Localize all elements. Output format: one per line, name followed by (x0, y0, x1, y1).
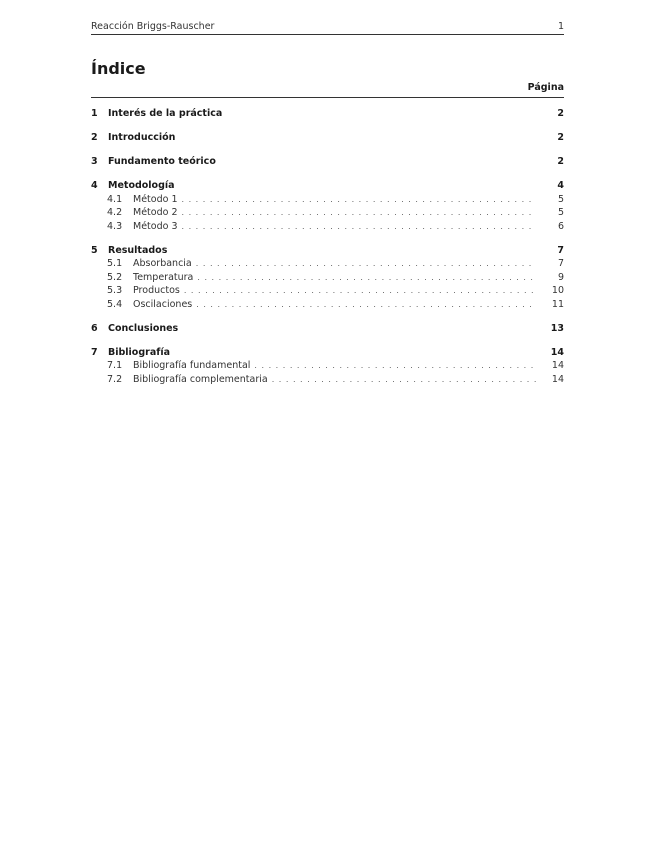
toc-entry-subsection-5-3[interactable] (91, 285, 564, 299)
subsection-number: 5.2 (107, 271, 123, 283)
section-title: Metodología (108, 180, 175, 191)
toc-entry-section-1[interactable] (91, 108, 564, 122)
toc-entry-section-4[interactable] (91, 180, 564, 194)
toc-entry-subsection-4-1[interactable] (91, 194, 564, 208)
toc-entry-subsection-4-2[interactable] (91, 207, 564, 221)
page-number: 1 (557, 21, 564, 32)
section-title: Resultados (108, 244, 168, 256)
subsection-title: Absorbancia (133, 258, 192, 269)
subsection-title: Método 3 (133, 220, 178, 232)
section-number: 1 (91, 108, 98, 119)
page-column-label: Página (527, 82, 564, 93)
section-number: 6 (91, 322, 98, 334)
subsection-title: Oscilaciones (133, 298, 193, 310)
subsection-page: 14 (551, 360, 564, 371)
subsection-page: 5 (557, 193, 564, 205)
toc-heading: Índice (91, 59, 146, 78)
section-title: Introducción (108, 132, 176, 143)
section-number: 7 (91, 346, 98, 358)
section-number: 4 (91, 180, 98, 191)
subsection-page: 7 (557, 258, 564, 269)
section-page: 13 (550, 322, 564, 334)
toc-section (91, 108, 564, 122)
subsection-title: Método 2 (133, 207, 178, 218)
toc-section (91, 180, 564, 234)
section-page: 2 (557, 108, 564, 119)
section-number: 5 (91, 244, 98, 256)
section-page: 2 (557, 156, 564, 167)
dot-leader (197, 273, 536, 282)
subsection-number: 4.2 (107, 207, 123, 218)
toc-entry-section-2[interactable] (91, 132, 564, 146)
subsection-number: 7.1 (107, 360, 123, 371)
dot-leader (254, 361, 536, 370)
toc-entry-section-3[interactable] (91, 156, 564, 170)
section-page: 4 (557, 180, 564, 191)
subsection-page: 6 (557, 220, 564, 232)
section-title: Bibliografía (108, 346, 171, 358)
subsection-number: 4.3 (107, 220, 123, 232)
section-title: Fundamento teórico (108, 156, 216, 167)
dot-leader (182, 195, 537, 204)
table-of-contents (91, 108, 564, 398)
toc-entry-subsection-5-2[interactable] (91, 272, 564, 286)
subsection-title: Bibliografía complementaria (133, 373, 268, 385)
toc-entry-subsection-7-1[interactable] (91, 360, 564, 374)
subsection-title: Productos (133, 285, 180, 296)
dot-leader (182, 222, 537, 231)
subsection-title: Método 1 (133, 193, 178, 205)
toc-section (91, 156, 564, 170)
running-header (91, 20, 564, 35)
dot-leader (196, 259, 536, 268)
dot-leader (182, 208, 537, 217)
subsection-number: 5.1 (107, 258, 123, 269)
subsection-number: 4.1 (107, 193, 123, 205)
section-title: Interés de la práctica (108, 108, 223, 119)
toc-section (91, 245, 564, 313)
section-title: Conclusiones (108, 322, 179, 334)
toc-section (91, 132, 564, 146)
subsection-title: Bibliografía fundamental (133, 360, 251, 371)
toc-entry-subsection-5-4[interactable] (91, 299, 564, 313)
dot-leader (184, 286, 536, 295)
dot-leader (196, 300, 536, 309)
section-number: 2 (91, 132, 98, 143)
toc-rule (91, 97, 564, 98)
subsection-title: Temperatura (133, 271, 194, 283)
subsection-number: 5.4 (107, 298, 123, 310)
section-page: 14 (550, 346, 564, 358)
toc-entry-subsection-7-2[interactable] (91, 374, 564, 388)
subsection-page: 10 (551, 285, 564, 296)
section-page: 7 (557, 244, 564, 256)
toc-entry-subsection-4-3[interactable] (91, 221, 564, 235)
dot-leader (272, 375, 536, 384)
toc-entry-section-5[interactable] (91, 245, 564, 259)
toc-section (91, 347, 564, 388)
section-page: 2 (557, 132, 564, 143)
toc-entry-subsection-5-1[interactable] (91, 258, 564, 272)
subsection-page: 9 (557, 271, 564, 283)
subsection-number: 7.2 (107, 373, 123, 385)
subsection-page: 14 (551, 373, 564, 385)
toc-entry-section-6[interactable] (91, 323, 564, 337)
subsection-number: 5.3 (107, 285, 123, 296)
section-number: 3 (91, 156, 98, 167)
toc-entry-section-7[interactable] (91, 347, 564, 361)
subsection-page: 5 (557, 207, 564, 218)
subsection-page: 11 (551, 298, 564, 310)
document-title: Reacción Briggs-Rauscher (91, 21, 215, 32)
toc-section (91, 323, 564, 337)
